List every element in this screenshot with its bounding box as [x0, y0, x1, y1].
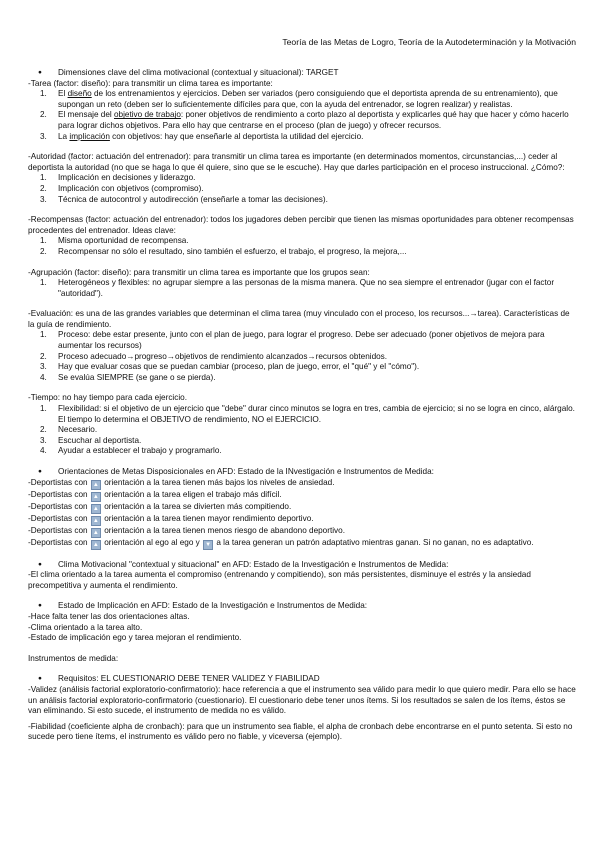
arrow-up-icon: ▲ [91, 516, 101, 526]
list-item: 2. Necesario. [40, 425, 98, 435]
tarea-list [28, 89, 578, 142]
fiabilidad-text: -Fiabilidad (coeficiente alpha de cronbach): para que un instrumento sea fiable, el alpha de cronbach debe encontrarse en el punto setenta. Si esto no sucede pero tiene ítems, el instrumento es válido pero no fiable, y viceversa (ejemplo). [28, 721, 573, 742]
orientacion-line: -Deportistas con ▲ orientación a la tarea tienen más bajos los niveles de ansiedad. [28, 477, 335, 488]
arrow-up-icon: ▲ [91, 540, 101, 550]
bullet-orientaciones: ● Orientaciones de Metas Disposicionales en AFD: Estado de la INvestigación e Instrumentos de Medida: [28, 467, 578, 478]
list-item: 1. Misma oportunidad de recompensa. [40, 236, 189, 246]
implicacion-line: -Estado de implicación ego y tarea mejoran el rendimiento. [28, 633, 242, 643]
orientacion-line: -Deportistas con ▲ orientación a la tarea tienen mayor rendimiento deportivo. [28, 513, 314, 524]
list-item: 3. Escuchar al deportista. [40, 435, 142, 445]
list-item: 4. Se evalúa SIEMPRE (se gane o se pierda). [40, 372, 216, 382]
underlined-term: diseño [67, 89, 92, 99]
bullet-clima: ● Clima Motivacional "contextual y situacional" en AFD: Estado de la Investigación e Instrumentos de Medida: [28, 560, 578, 571]
agrupacion-intro: -Agrupación (factor: diseño): para transmitir un clima tarea es importante que los grupos sean: [28, 267, 370, 277]
list-item: 3. La implicación con objetivos: hay que enseñarle al deportista la utilidad del ejercicio. [40, 131, 364, 141]
implicacion-line: -Hace falta tener las dos orientaciones altas. [28, 611, 190, 621]
list-item: 3. Hay que evaluar cosas que se puedan cambiar (proceso, plan de juego, error, el "qué" y el "cómo"). [40, 362, 420, 372]
underlined-term: implicación [69, 131, 110, 141]
validez-text: -Validez (análisis factorial exploratorio-confirmatorio): hace referencia a que el instrumento sea válido para medir lo que quiero medir. Para ello se hace un análisis factorial exploratorio-confirmatorio (cuestionario). El cuestionario debe tener unos ítems. Si los resultados se salen de los ítems, éstos se van eliminando. Si esto sucede, el instrumento de medida no es válido. [28, 684, 576, 716]
autoridad-list [28, 173, 578, 205]
evaluacion-list [28, 330, 578, 383]
tarea-intro: -Tarea (factor: diseño): para transmitir un clima tarea es importante: [28, 78, 273, 88]
list-item: 1. Heterogéneos y flexibles: no agrupar siempre a las personas de la misma manera. Que no sea siempre el entrenador (jugar con el factor "autoridad"). [40, 278, 555, 298]
list-item: 2. Implicación con objetivos (compromiso). [40, 183, 204, 193]
list-item: 3. Técnica de autocontrol y autodirección (enseñarle a tomar las decisiones). [40, 194, 328, 204]
list-item: 1. El diseño de los entrenamientos y ejercicios. Deben ser variados (pero consiguiendo que el deportista aprenda de su entrenamiento), que supongan un reto (deben ser lo suficientemente difíciles para que, con la ayuda del entrenador, se logren realizar) y realistas. [40, 89, 558, 109]
bullet-implicacion: ● Estado de Implicación en AFD: Estado de la Investigación e Instrumentos de Medida: [28, 601, 578, 612]
list-item: 1. Proceso: debe estar presente, junto con el plan de juego, para lograr el progreso. Debe ser adecuado (poner objetivos de mejora para aumentar los recursos) [40, 330, 545, 351]
bullet-target: ● Dimensiones clave del clima motivacional (contextual y situacional): TARGET [28, 68, 578, 79]
list-item: 4. Ayudar a establecer el trabajo y programarlo. [40, 446, 222, 456]
page-header: Teoría de las Metas de Logro, Teoría de la Autodeterminación y la Motivación [282, 37, 576, 47]
bullet-requisitos: ● Requisitos: EL CUESTIONARIO DEBE TENER VALIDEZ Y FIABILIDAD [28, 674, 578, 685]
arrow-down-icon: ▼ [203, 540, 213, 550]
list-item: 2. Proceso adecuado→progreso→objetivos de rendimiento alcanzados→recursos obtenidos. [40, 351, 388, 361]
list-item: 1. Flexibilidad: si el objetivo de un ejercicio que "debe" durar cinco minutos se logra en tres, cambia de ejercicio; si no se logra en cinco, alárgalo. El tiempo lo determina el OBJETIVO de rendimiento, NO el EJERCICIO. [40, 404, 575, 424]
clima-text: -El clima orientado a la tarea aumenta el compromiso (entrenando y compitiendo), son más persistentes, disminuye el estrés y la ansiedad precompetitiva y aumenta el rendimiento. [28, 570, 531, 590]
orientacion-line: -Deportistas con ▲ orientación a la tarea se divierten más compitiendo. [28, 501, 292, 512]
list-item: 2. Recompensar no sólo el resultado, sino también el esfuerzo, el trabajo, el progreso, la mejora,... [40, 246, 407, 256]
list-item: 2. El mensaje del objetivo de trabajo: poner objetivos de rendimiento a corto plazo al deportista y explicarles qué hay que hacer y cómo hacerlo para lograr dichos objetivos. Para ello hay que centrarse en el proceso (plan de juego) y ofrecer recursos. [40, 110, 569, 130]
recompensas-intro: -Recompensas (factor: actuación del entrenador): todos los jugadores deben percibir que tienen las mismas oportunidades para obtener recompensas procedentes del entrenador. Ideas clave: [28, 215, 574, 235]
orientacion-line-last: -Deportistas con ▲ orientación al ego al ego y ▼ a la tarea generan un patrón adaptativo mientras ganan. Si no ganan, no es adaptativo. [28, 537, 534, 548]
arrow-up-icon: ▲ [91, 504, 101, 514]
evaluacion-intro: -Evaluación: es una de las grandes variables que determinan el clima tarea (muy vinculado con el proceso, los recursos...→tarea). Características de la guía de rendimiento. [28, 309, 570, 329]
recompensas-list [28, 236, 578, 257]
tiempo-list [28, 404, 578, 457]
arrow-up-icon: ▲ [91, 480, 101, 490]
underlined-term: objetivo de trabajo [113, 110, 181, 120]
instrumentos-heading: Instrumentos de medida: [28, 653, 119, 663]
agrupacion-list [28, 278, 578, 299]
arrow-up-icon: ▲ [91, 492, 101, 502]
orientacion-line: -Deportistas con ▲ orientación a la tarea tienen menos riesgo de abandono deportivo. [28, 525, 345, 536]
tiempo-intro: -Tiempo: no hay tiempo para cada ejercicio. [28, 393, 187, 403]
implicacion-line: -Clima orientado a la tarea alto. [28, 622, 143, 632]
autoridad-intro: -Autoridad (factor: actuación del entrenador): para transmitir un clima tarea es importante (en determinados momentos, circunstancias,...) ceder al deportista la autoridad (no que se haga lo que él quiere, sino que se le escuche). Hay que darles participación en el proceso instruccional. ¿Cómo?: [28, 152, 565, 172]
list-item: 1. Implicación en decisiones y liderazgo. [40, 173, 196, 183]
orientacion-line: -Deportistas con ▲ orientación a la tarea eligen el trabajo más difícil. [28, 489, 282, 500]
arrow-up-icon: ▲ [91, 528, 101, 538]
document-body [28, 68, 578, 743]
